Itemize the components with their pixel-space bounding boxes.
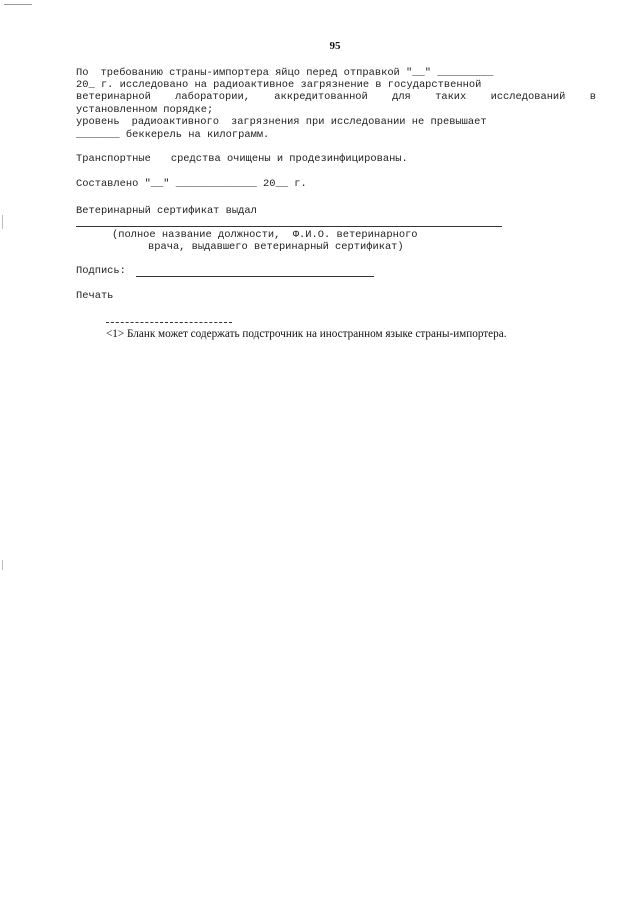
scan-edge-tick xyxy=(2,560,3,570)
footnote-separator xyxy=(106,322,232,323)
importer-line-6: _______ беккерель на килограмм. xyxy=(76,129,270,141)
text-word: исследований xyxy=(490,91,566,103)
issuer-name-underline xyxy=(76,226,502,227)
text-word: таких xyxy=(435,91,467,103)
transport-line xyxy=(76,153,436,165)
scan-edge-tick xyxy=(2,215,3,229)
text-word: в xyxy=(589,91,596,103)
importer-line-4: установленном порядке; xyxy=(76,104,214,116)
importer-line-1 xyxy=(76,67,504,79)
page-number: 95 xyxy=(329,40,341,52)
text-word: загрязнения при исследовании не превышает xyxy=(230,116,487,128)
issuer-hint-line-1: (полное название должности, Ф.И.О. ветеринарного xyxy=(112,229,418,241)
text-word: аккредитованной xyxy=(274,91,368,103)
text-word: средства очищены и продезинфицированы. xyxy=(170,153,408,165)
importer-line-5 xyxy=(76,116,506,128)
text-word: лаборатории, xyxy=(175,91,250,103)
signature-label: Подпись: xyxy=(76,265,126,277)
seal-label: Печать xyxy=(76,290,114,302)
signature-underline xyxy=(136,276,374,277)
issued-by-label: Ветеринарный сертификат выдал xyxy=(76,205,257,217)
importer-line-3 xyxy=(76,91,596,103)
importer-line-2: 20_ г. исследовано на радиоактивное загрязнение в государственной xyxy=(76,79,482,91)
text-word: требованию страны-импортера яйцо перед отправкой "__" _________ xyxy=(100,67,494,79)
text-word: Транспортные xyxy=(76,153,151,165)
text-word: По xyxy=(76,67,89,79)
text-word: радиоактивного xyxy=(131,116,219,128)
text-word: для xyxy=(392,91,411,103)
text-word: ветеринарной xyxy=(76,91,151,103)
text-word: уровень xyxy=(76,116,120,128)
scan-edge-mark xyxy=(4,4,32,5)
footnote-text: <1> Бланк может содержать подстрочник на иностранном языке страны-импортера. xyxy=(106,328,507,340)
issuer-hint-line-2: врача, выдавшего ветеринарный сертификат) xyxy=(148,241,404,253)
compiled-date-line: Составлено "__" _____________ 20__ г. xyxy=(76,178,307,190)
